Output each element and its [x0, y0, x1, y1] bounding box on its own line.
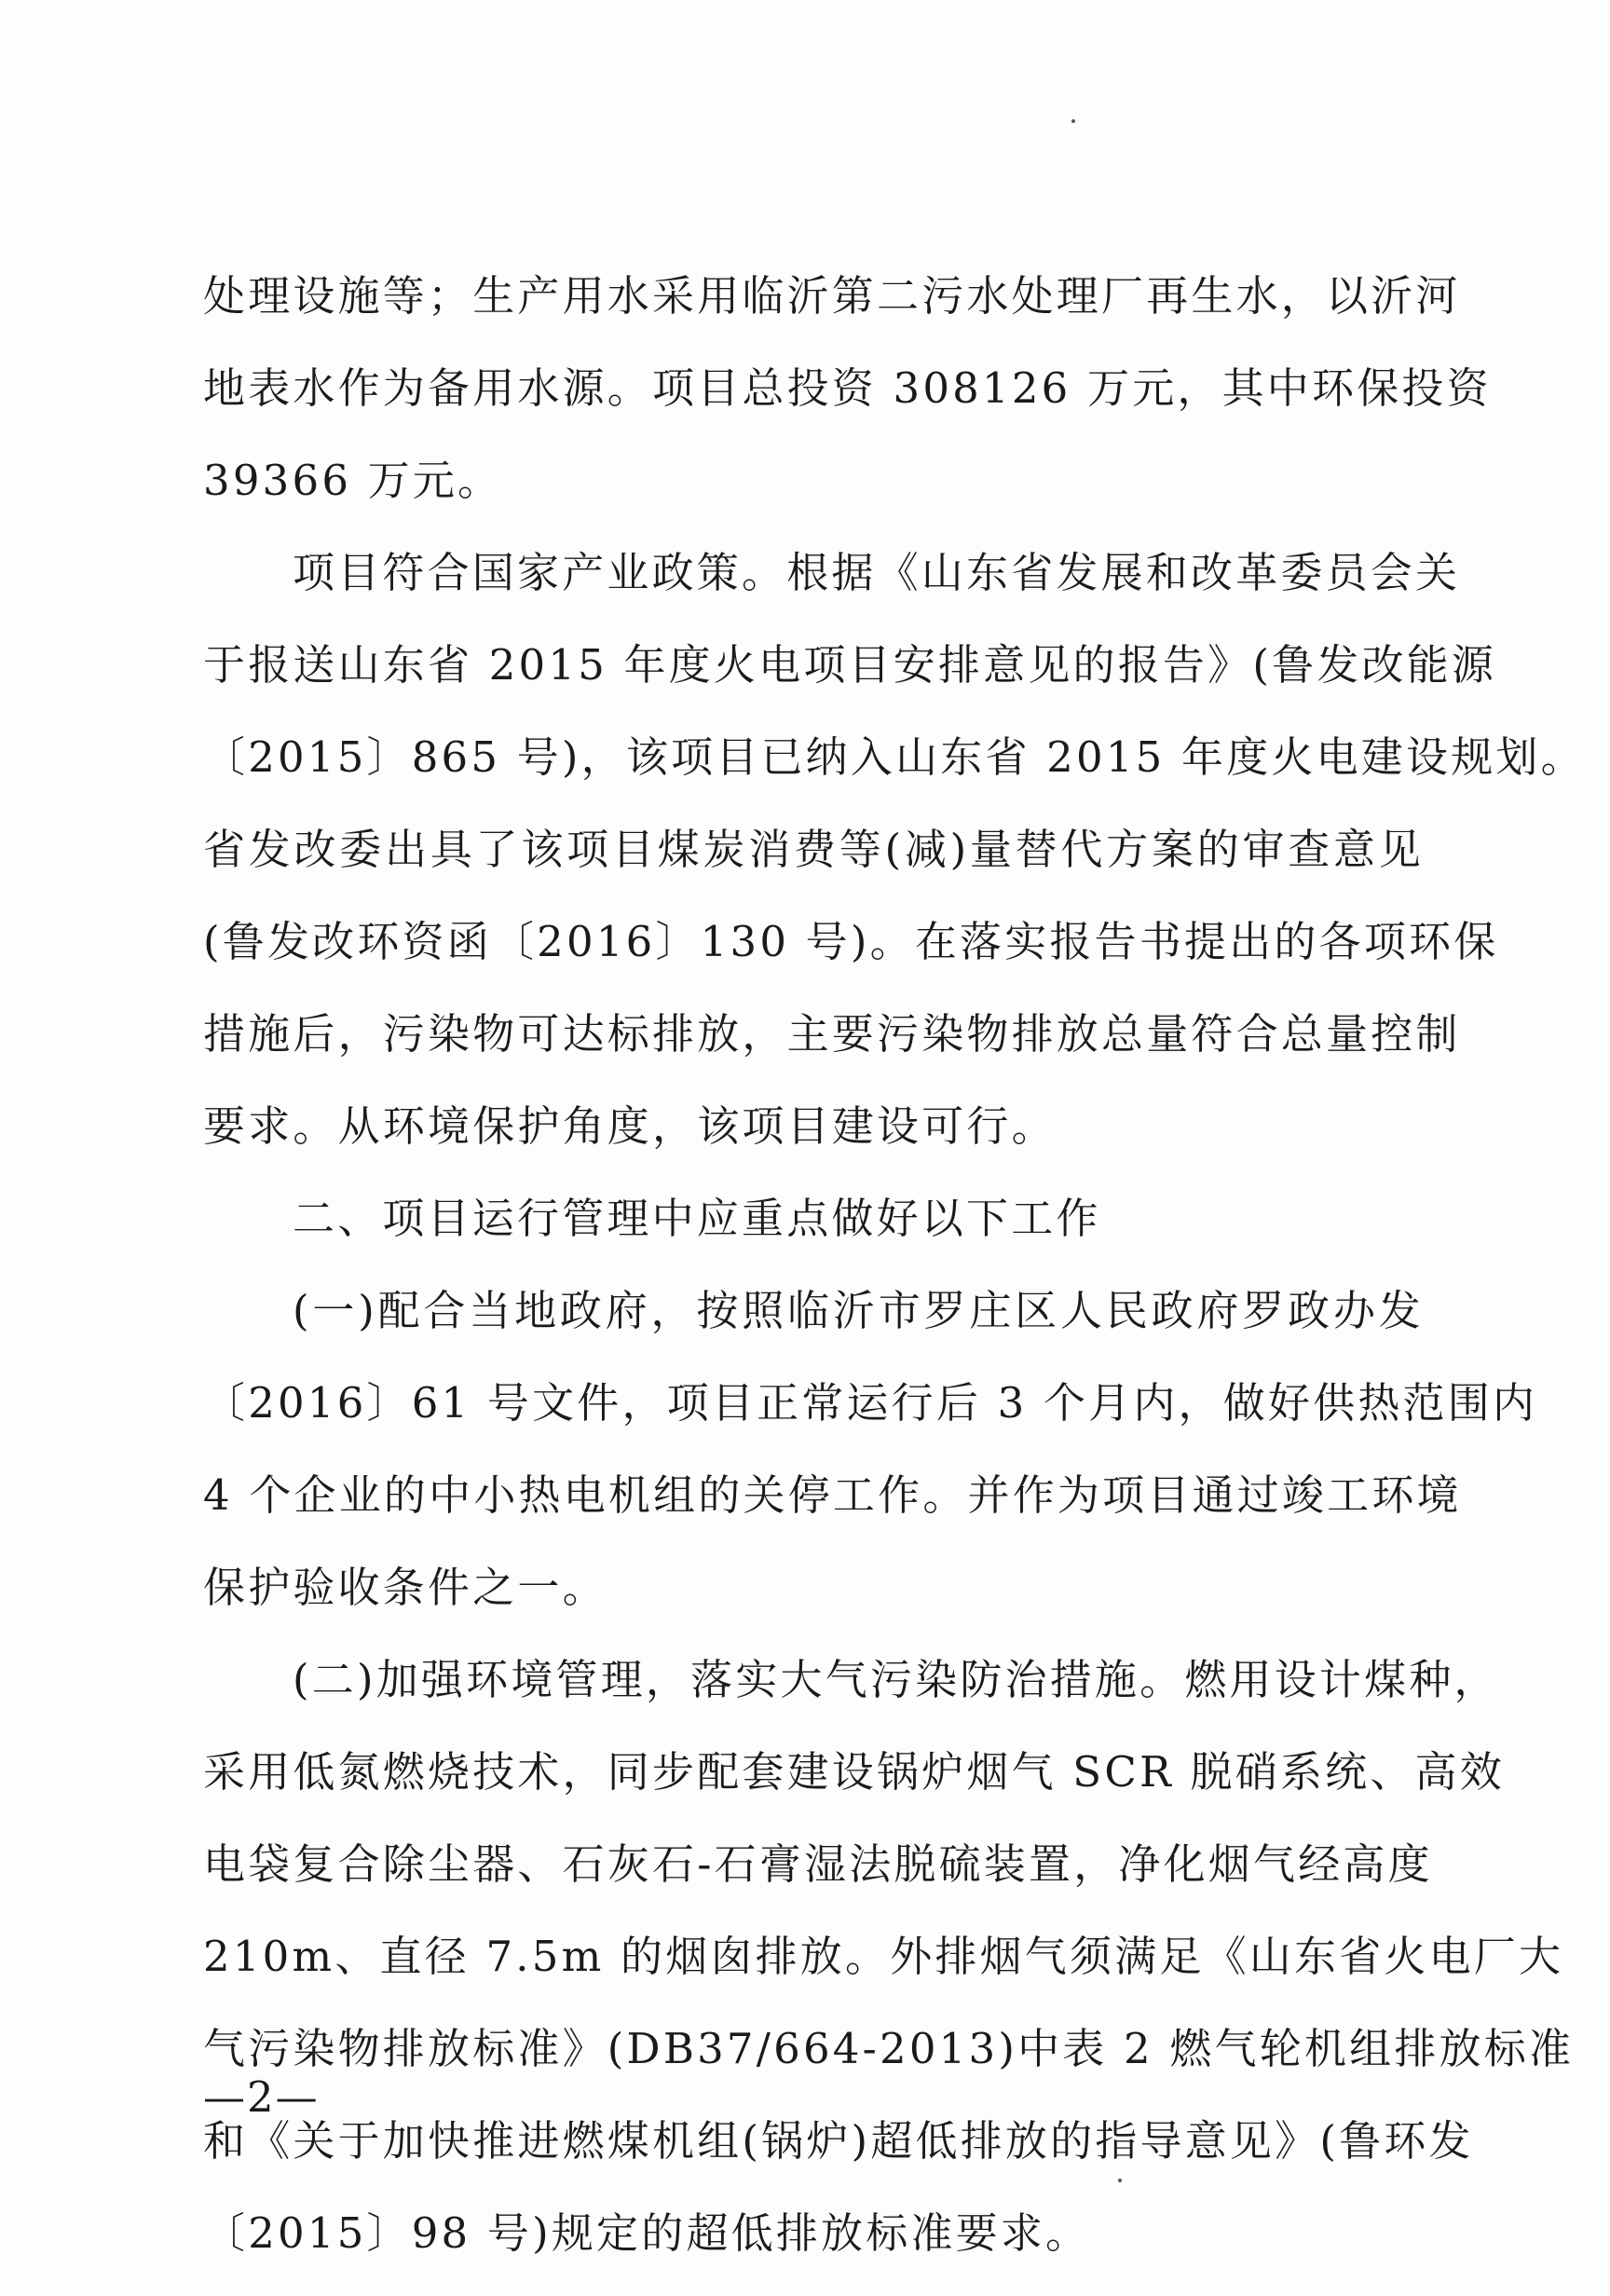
body-text	[203, 250, 1586, 2279]
text-line: 电袋复合除尘器、石灰石-石膏湿法脱硫装置，净化烟气经高度	[203, 1839, 1433, 1889]
text-line: 和《关于加快推进燃煤机组(锅炉)超低排放的指导意见》(鲁环发	[203, 2116, 1474, 2166]
text-line: 地表水作为备用水源。项目总投资 308126 万元，其中环保投资	[203, 363, 1492, 413]
text-line: 保护验收条件之一。	[203, 1563, 607, 1612]
text-line: 于报送山东省 2015 年度火电项目安排意见的报告》(鲁发改能源	[203, 640, 1497, 690]
text-line: 气污染物排放标准》(DB37/664-2013)中表 2 燃气轮机组排放标准	[203, 2024, 1575, 2073]
text-line: (鲁发改环资函〔2016〕130 号)。在落实报告书提出的各项环保	[203, 917, 1499, 966]
text-line: 处理设施等；生产用水采用临沂第二污水处理厂再生水，以沂河	[203, 271, 1461, 321]
text-line: (二)加强环境管理，落实大气污染防治措施。燃用设计煤种，	[293, 1655, 1499, 1704]
text-line: 采用低氮燃烧技术，同步配套建设锅炉烟气 SCR 脱硝系统、高效	[203, 1747, 1505, 1797]
text-line: 〔2015〕865 号)，该项目已纳入山东省 2015 年度火电建设规划。	[203, 732, 1586, 782]
text-line: 210m、直径 7.5m 的烟囱排放。外排烟气须满足《山东省火电厂大	[203, 1932, 1564, 1981]
text-line: 项目符合国家产业政策。根据《山东省发展和改革委员会关	[293, 548, 1461, 597]
section-heading: 二、项目运行管理中应重点做好以下工作	[293, 1194, 1101, 1243]
text-line: 4 个企业的中小热电机组的关停工作。并作为项目通过竣工环境	[203, 1470, 1462, 1520]
text-line: 〔2016〕61 号文件，项目正常运行后 3 个月内，做好供热范围内	[203, 1378, 1538, 1428]
scan-speck	[1071, 119, 1075, 123]
text-line: (一)配合当地政府，按照临沂市罗庄区人民政府罗政办发	[293, 1286, 1424, 1335]
text-line: 省发改委出具了该项目煤炭消费等(减)量替代方案的审查意见	[203, 825, 1424, 874]
scan-speck	[1118, 2179, 1122, 2182]
text-line: 措施后，污染物可达标排放，主要污染物排放总量符合总量控制	[203, 1009, 1461, 1059]
text-line: 39366 万元。	[203, 456, 503, 505]
text-line: 〔2015〕98 号)规定的超低排放标准要求。	[203, 2208, 1091, 2258]
page-number: —2—	[203, 2072, 320, 2122]
text-line: 要求。从环境保护角度，该项目建设可行。	[203, 1101, 1057, 1151]
